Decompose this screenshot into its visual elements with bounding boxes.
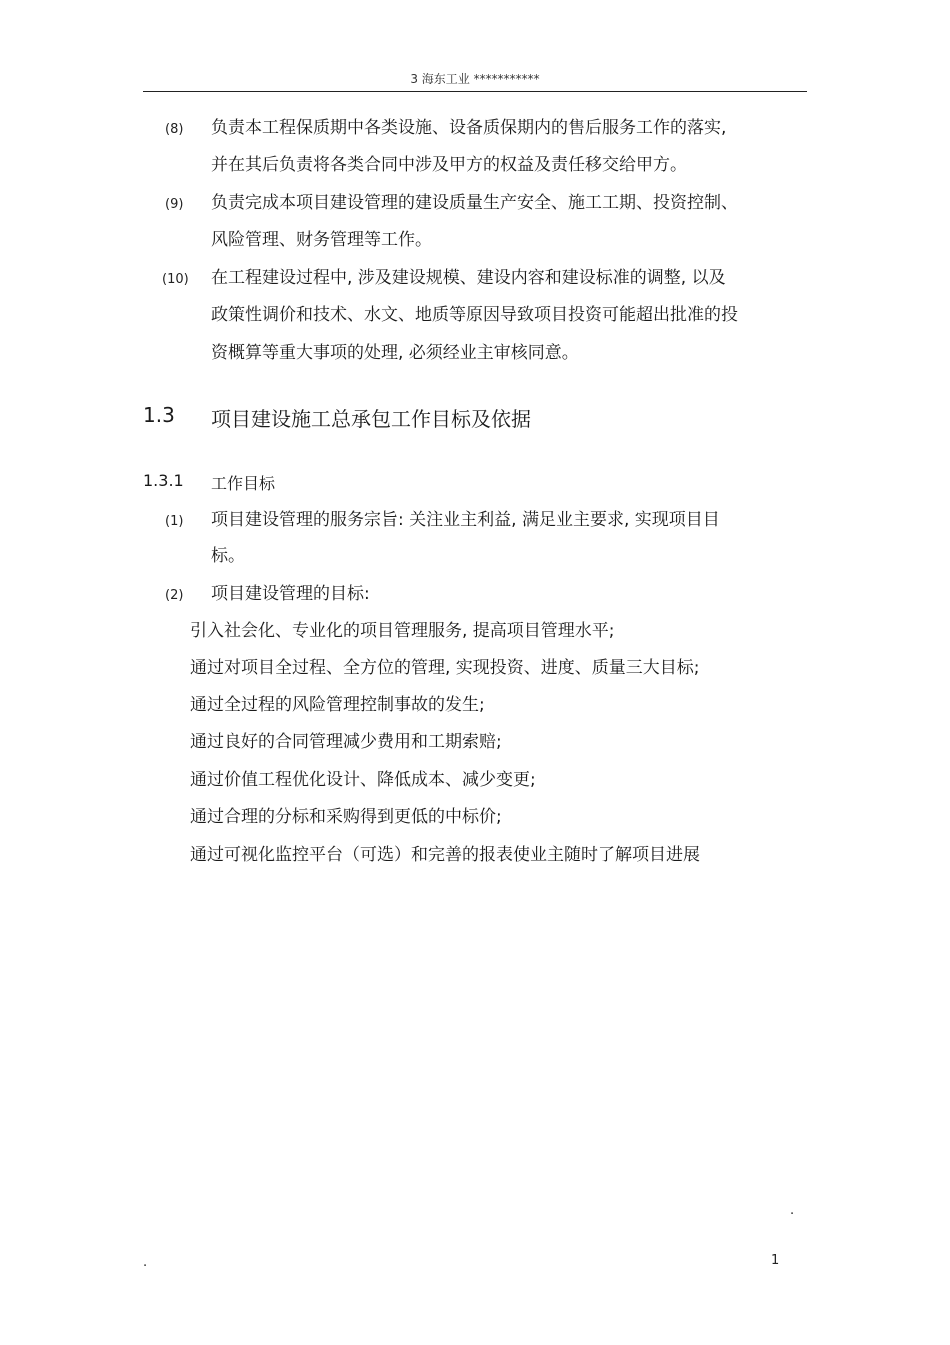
paragraph-line: 并在其后负责将各类合同中涉及甲方的权益及责任移交给甲方。 <box>211 155 687 175</box>
paragraph-line: 资概算等重大事项的处理, 必须经业主审核同意。 <box>211 343 579 363</box>
list-number: (2) <box>165 588 184 603</box>
paragraph-line: 负责本工程保质期中各类设施、设备质保期内的售后服务工作的落实, <box>211 118 727 138</box>
goal-item: 通过合理的分标和采购得到更低的中标价; <box>190 807 502 827</box>
footer-dot-left: . <box>143 1255 148 1270</box>
list-number: (8) <box>165 122 184 137</box>
goal-item: 通过价值工程优化设计、降低成本、减少变更; <box>190 770 536 790</box>
paragraph-line: 项目建设管理的服务宗旨: 关注业主利益, 满足业主要求, 实现项目目 <box>211 510 720 530</box>
goal-item: 通过良好的合同管理减少费用和工期索赔; <box>190 732 502 752</box>
paragraph-line: 标。 <box>211 546 245 566</box>
section-title: 项目建设施工总承包工作目标及依据 <box>211 407 531 431</box>
list-number: (1) <box>165 514 184 529</box>
footer-dot-right: . <box>790 1203 795 1218</box>
header-rule <box>143 91 807 92</box>
list-number: (10) <box>162 272 189 287</box>
page-number: 1 <box>771 1253 780 1268</box>
subsection-title: 工作目标 <box>211 474 276 493</box>
goal-item: 通过全过程的风险管理控制事故的发生; <box>190 695 485 715</box>
paragraph-line: 风险管理、财务管理等工作。 <box>211 230 432 250</box>
page-header: 3 海东工业 *********** <box>410 72 540 86</box>
paragraph-line: 在工程建设过程中, 涉及建设规模、建设内容和建设标准的调整, 以及 <box>211 268 726 288</box>
goal-item: 通过对项目全过程、全方位的管理, 实现投资、进度、质量三大目标; <box>190 658 700 678</box>
paragraph-line: 项目建设管理的目标: <box>211 584 370 604</box>
paragraph-line: 政策性调价和技术、水文、地质等原因导致项目投资可能超出批准的投 <box>211 305 738 325</box>
paragraph-line: 负责完成本项目建设管理的建设质量生产安全、施工工期、投资控制、 <box>211 193 738 213</box>
list-number: (9) <box>165 197 184 212</box>
goal-item: 引入社会化、专业化的项目管理服务, 提高项目管理水平; <box>190 621 615 641</box>
section-number: 1.3 <box>143 403 175 427</box>
goal-item: 通过可视化监控平台（可选）和完善的报表使业主随时了解项目进展 <box>190 845 700 865</box>
subsection-number: 1.3.1 <box>143 471 184 490</box>
